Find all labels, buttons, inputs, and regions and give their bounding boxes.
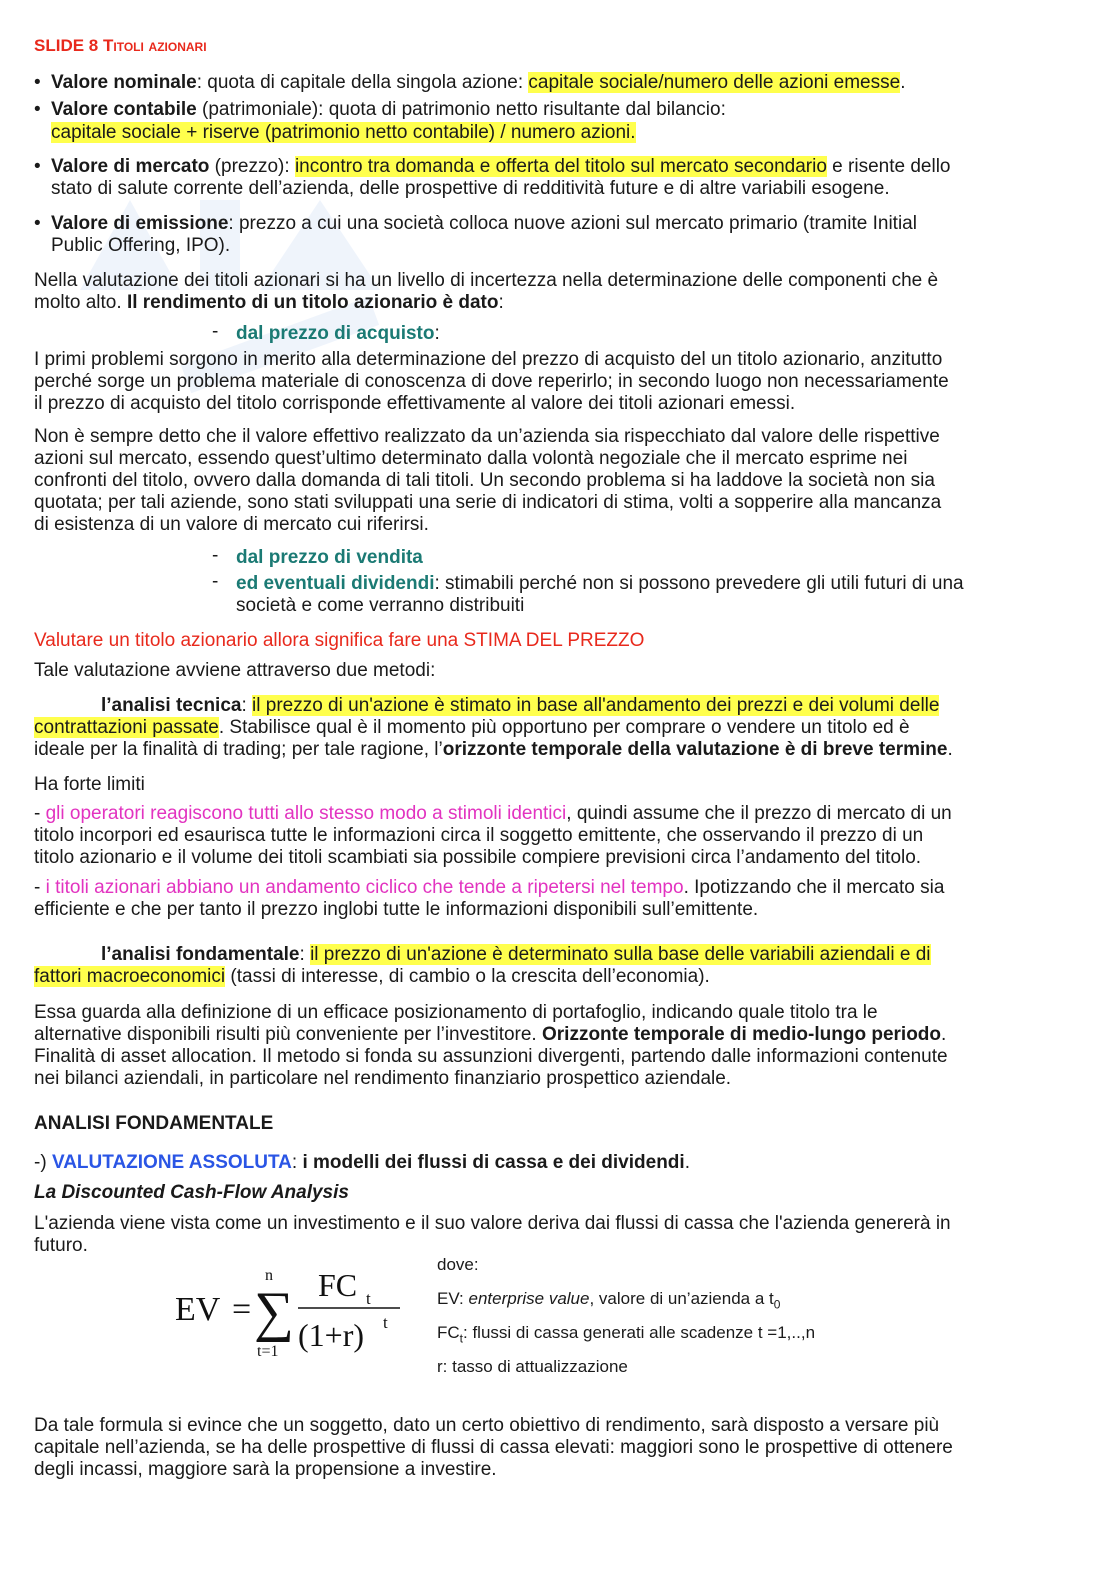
paragraph-conclusione-2: capitale nell’azienda, se ha delle prospettive di flussi di cassa elevati: maggiori sono le prospettive di ottenere — [34, 1437, 953, 1458]
item-prezzo-vendita: dal prezzo di vendita — [236, 547, 423, 568]
paragraph-portafoglio-3: Finalità di asset allocation. Il metodo si fonda su assunzioni divergenti, partendo dalle informazioni contenute — [34, 1046, 948, 1067]
limite-2-line1: - i titoli azionari abbiano un andamento ciclico che tende a ripetersi nel tempo. Ipotizzando che il mercato sia — [34, 877, 945, 898]
sigma-icon: ∑ — [254, 1281, 294, 1343]
dash-icon: - — [212, 545, 219, 566]
bullet-valore-emissione-line2: Public Offering, IPO). — [51, 235, 231, 256]
paragraph-valore-effettivo-3: confronti del titolo, ovvero dalla domanda di tali titoli. Un secondo problema si ha laddove la società non sia — [34, 470, 935, 491]
limite-1-line1: - gli operatori reagiscono tutti allo stesso modo a stimoli identici, quindi assume che il prezzo di mercato di un — [34, 803, 952, 824]
paragraph-portafoglio-2: alternative disponibili risulti più conveniente per l’investitore. Orizzonte temporale di medio-lungo periodo. — [34, 1024, 947, 1045]
stima-prezzo-statement: Valutare un titolo azionario allora significa fare una STIMA DEL PREZZO — [34, 630, 645, 651]
formula-sum-bottom: t=1 — [257, 1343, 279, 1360]
paragraph-incertezza-2: molto alto. Il rendimento di un titolo azionario è dato: — [34, 292, 504, 313]
paragraph-problemi-2: perché sorge un problema materiale di conoscenza di dove reperirlo; in secondo luogo non necessariamente — [34, 371, 949, 392]
bullet-valore-contabile-formula: capitale sociale + riserve (patrimonio netto contabile) / numero azioni. — [51, 122, 636, 143]
due-metodi-text: Tale valutazione avviene attraverso due metodi: — [34, 660, 436, 681]
paragraph-problemi-1: I primi problemi sorgono in merito alla determinazione del prezzo di acquisto del un titolo azionario, anzitutto — [34, 349, 943, 370]
formula-denominator-sup: t — [383, 1313, 388, 1332]
item-dividendi: ed eventuali dividendi: stimabili perché non si possono prevedere gli utili futuri di una — [236, 573, 964, 594]
bullet-icon: • — [34, 156, 41, 177]
paragraph-incertezza-1: Nella valutazione dei titoli azionari si ha un livello di incertezza nella determinazione delle componenti che è — [34, 270, 939, 291]
limite-2-line2: efficiente e che per tanto il prezzo inglobi tutte le informazioni disponibili sull’emittente. — [34, 899, 759, 920]
bullet-icon: • — [34, 99, 41, 120]
analisi-tecnica-line3: ideale per la finalità di trading; per tale ragione, l’orizzonte temporale della valutazione è di breve termine. — [34, 739, 953, 760]
legend-dove: dove: — [437, 1255, 479, 1274]
dcf-subheading: La Discounted Cash-Flow Analysis — [34, 1182, 349, 1203]
valutazione-assoluta-line: -) VALUTAZIONE ASSOLUTA: i modelli dei flussi di cassa e dei dividendi. — [34, 1152, 690, 1173]
limite-1-line3: titolo azionario e il volume dei titoli scambiati sia possibile compiere previsioni circa l’andamento del titolo. — [34, 847, 922, 868]
paragraph-valore-effettivo-1: Non è sempre detto che il valore effettivo realizzato da un’azienda sia rispecchiato dal valore delle rispettive — [34, 426, 940, 447]
formula-numerator-sub: t — [366, 1289, 371, 1308]
paragraph-valore-effettivo-5: di esistenza di un valore di mercato cui riferirsi. — [34, 514, 429, 535]
dash-icon: - — [212, 571, 219, 592]
paragraph-conclusione-3: degli incassi, maggiore sarà la propensione a investire. — [34, 1459, 497, 1480]
analisi-fondamentale-line1: l’analisi fondamentale: il prezzo di un'azione è determinato sulla base delle variabili aziendali e di — [101, 944, 931, 965]
legend-fc: $FC_t$: flussi di cassa generati alle scadenze t =1,..,n — [437, 1323, 816, 1346]
paragraph-azienda-investimento-1: L'azienda viene vista come un investimento e il suo valore deriva dai flussi di cassa che l'azienda genererà in — [34, 1213, 951, 1234]
paragraph-azienda-investimento-2: futuro. — [34, 1235, 88, 1256]
analisi-tecnica-line2: contrattazioni passate. Stabilisce qual è il momento più opportuno per comprare o vendere un titolo ed è — [34, 717, 910, 738]
paragraph-problemi-3: il prezzo di acquisto del titolo corrisponde effettivamente al valore dei titoli azionari emessi. — [34, 393, 796, 414]
formula-equals: = — [232, 1291, 252, 1328]
formula-sum-top: n — [265, 1267, 273, 1284]
bullet-valore-mercato: Valore di mercato (prezzo): incontro tra domanda e offerta del titolo sul mercato secondario e risente dello — [51, 156, 951, 177]
bullet-icon: • — [34, 213, 41, 234]
paragraph-valore-effettivo-2: azioni sul mercato, essendo quest’ultimo determinato dalla volontà negoziale che il mercato esprime nei — [34, 448, 908, 469]
paragraph-portafoglio-4: nei bilanci aziendali, in particolare nel rendimento finanziario prospettico aziendale. — [34, 1068, 732, 1089]
item-dividendi-line2: società e come verranno distribuiti — [236, 595, 525, 616]
slide-title: SLIDE 8 Titoli azionari — [34, 36, 207, 55]
legend-r: r: tasso di attualizzazione — [437, 1357, 628, 1376]
legend-ev: EV: enterprise value, valore di un’azienda a $t_0$ — [437, 1289, 781, 1312]
dcf-formula — [170, 1260, 410, 1360]
bullet-valore-mercato-line2: stato di salute corrente dell’azienda, delle prospettive di redditività future e di altre variabili esogene. — [51, 178, 890, 199]
formula-numerator: FC — [318, 1267, 358, 1303]
paragraph-valore-effettivo-4: quotata; per tali aziende, sono stati sviluppati una serie di indicatori di stima, volti a sopperire alla mancanza — [34, 492, 942, 513]
formula-denominator: (1+r) — [298, 1317, 365, 1353]
formula-lhs: EV — [175, 1291, 221, 1328]
paragraph-portafoglio-1: Essa guarda alla definizione di un efficace posizionamento di portafoglio, indicando quale titolo tra le — [34, 1002, 878, 1023]
section-heading-analisi-fondamentale: ANALISI FONDAMENTALE — [34, 1113, 274, 1134]
analisi-fondamentale-line2: fattori macroeconomici (tassi di interesse, di cambio o la crescita dell’economia). — [34, 966, 710, 987]
bullet-valore-nominale: Valore nominale: quota di capitale della singola azione: capitale sociale/numero delle azioni emesse. — [51, 72, 906, 93]
item-prezzo-acquisto: dal prezzo di acquisto: — [236, 323, 440, 344]
forti-limiti-heading: Ha forte limiti — [34, 774, 145, 795]
dash-icon: - — [212, 321, 219, 342]
analisi-tecnica-line1: l’analisi tecnica: il prezzo di un'azione è stimato in base all'andamento dei prezzi e dei volumi delle — [101, 695, 940, 716]
bullet-valore-contabile: Valore contabile (patrimoniale): quota di patrimonio netto risultante dal bilancio: — [51, 99, 726, 120]
paragraph-conclusione-1: Da tale formula si evince che un soggetto, dato un certo obiettivo di rendimento, sarà disposto a versare più — [34, 1415, 940, 1436]
bullet-valore-emissione: Valore di emissione: prezzo a cui una società colloca nuove azioni sul mercato primario (tramite Initial — [51, 213, 917, 234]
limite-1-line2: titolo incorpori ed esaurisca tutte le informazioni circa il soggetto emittente, che osservando il prezzo di un — [34, 825, 924, 846]
bullet-icon: • — [34, 72, 41, 93]
